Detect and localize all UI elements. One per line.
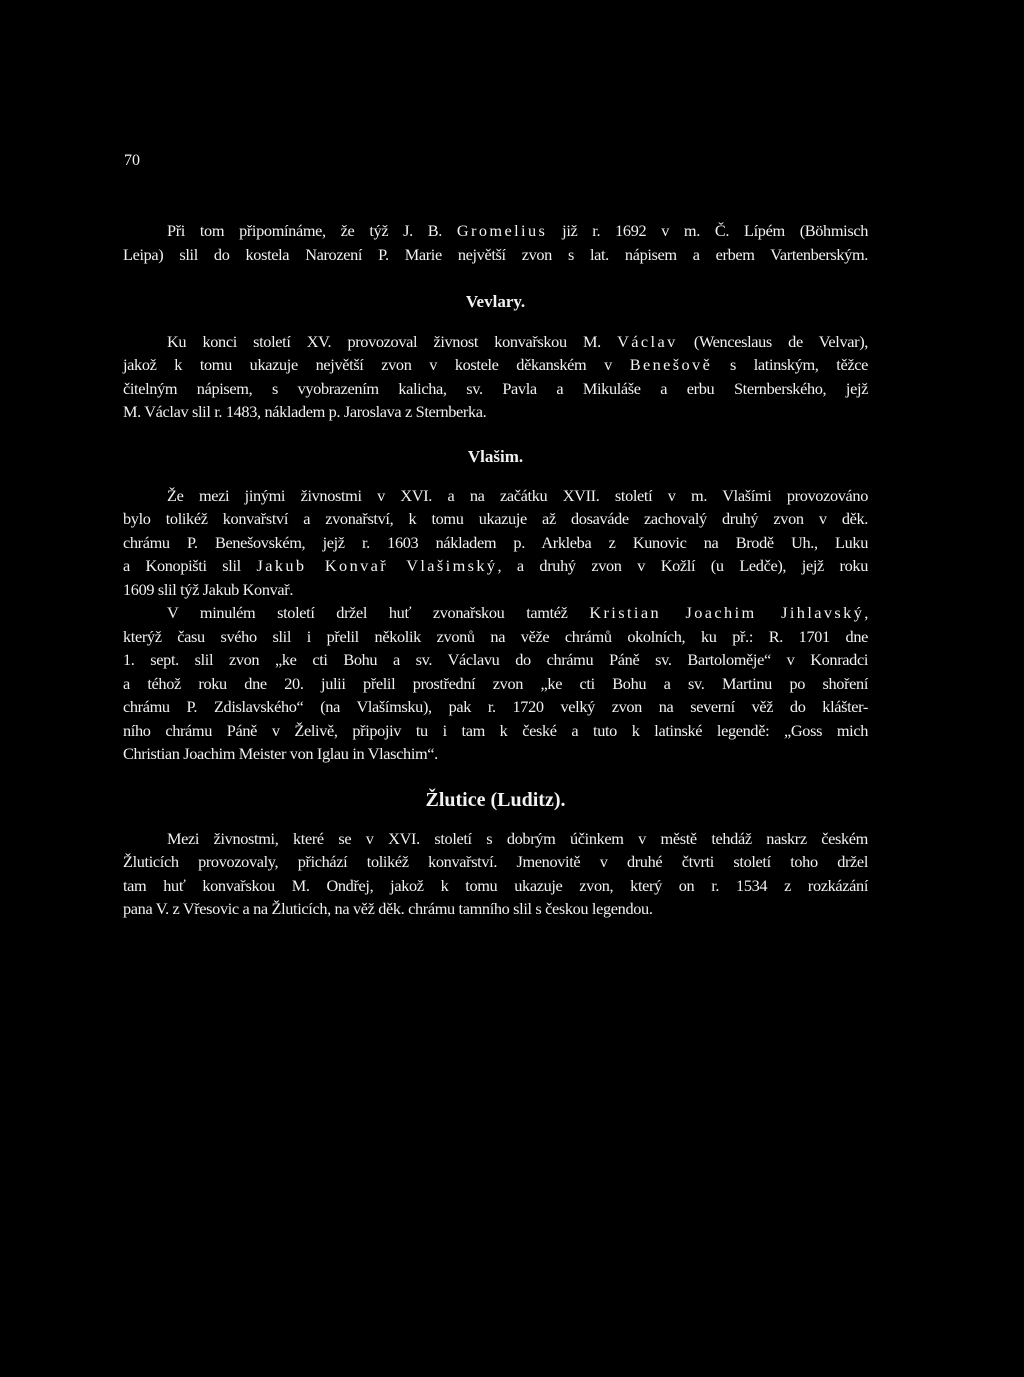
page-number: 70 [124,152,140,169]
text-line [167,221,868,241]
text-line: kterýž času svého slil i přelil několik zvonů na věže chrámů okolních, ku př.: R. 1701 dne [123,627,868,646]
text-line: ního chrámu Páně v Želivě, připojiv tu i tam k české a tuto k latinské legendě: „Goss mich [123,721,868,740]
text-line: 1. sept. slil zvon „ke cti Bohu a sv. Václavu do chrámu Páně sv. Bartoloměje“ v Konradci [123,650,868,669]
text-run: Při tom připomínáme, že týž J. B. [167,221,457,240]
text-line [123,556,868,576]
person-name: Václav [617,332,678,351]
text-line: 1609 slil týž Jakub Konvař. [123,580,294,599]
text-run: Ku konci století XV. provozoval živnost konvařskou M. [167,332,618,351]
text-line: chrámu P. Benešovském, jejž r. 1603 nákladem p. Arkleba z Kunovic na Brodě Uh., Luku [123,533,868,552]
person-name: Jakub Konvař Vlašimský [256,556,498,575]
text-run: , a druhý zvon v Kožlí (u Ledče), jejž roku [497,556,868,575]
text-run: již r. 1692 v m. Č. Lípém (Böhmisch [547,221,868,240]
text-line: Mezi živnostmi, které se v XVI. století s dobrým účinkem v městě tehdáž naskrz českém [167,829,868,848]
text-line: chrámu P. Zdislavského“ (na Vlašímsku), pak r. 1720 velký zvon na severní věž do klášter- [123,697,868,716]
text-run: a Konopišti slil [123,556,257,575]
text-line: Žluticích provozovaly, přichází tolikéž konvařství. Jmenovitě v druhé čtvrti století toho držel [123,852,868,871]
section-heading-zlutice: Žlutice (Luditz). [425,789,566,811]
text-line: M. Václav slil r. 1483, nákladem p. Jaroslava z Sternberka. [123,402,487,421]
place-name: Benešově [629,355,713,374]
section-heading-vevlary: Vevlary. [465,292,526,311]
text-line: Christian Joachim Meister von Iglau in Vlaschim“. [123,744,438,763]
text-line: bylo tolikéž konvařství a zvonařství, k tomu ukazuje až dosaváde zachovalý druhý zvon v děk. [123,509,868,528]
text-run: s latinským, těžce [712,355,868,374]
person-name: Gromelius [456,221,548,240]
text-run: V minulém století držel huť zvonařskou tamtéž [167,603,590,622]
text-line: Že mezi jinými živnostmi v XVI. a na začátku XVII. století v m. Vlašími provozováno [167,486,868,505]
text-line: Leipa) slil do kostela Narození P. Marie největší zvon s lat. nápisem a erbem Vartenberským. [123,245,868,264]
section-heading-vlasim: Vlašim. [467,447,524,466]
text-line: čitelným nápisem, s vyobrazením kalicha, sv. Pavla a Mikuláše a erbu Sternberského, jejž [123,379,868,398]
text-line: pana V. z Vřesovic a na Žluticích, na věž děk. chrámu tamního slil s českou legendou. [123,899,653,918]
text-run: jakož k tomu ukazuje největší zvon v kostele děkanském v [123,355,630,374]
text-line: a téhož roku dne 20. julii přelil prostřední zvon „ke cti Bohu a sv. Martinu po shoření [123,674,868,693]
text-line [123,355,868,375]
text-run: , [864,603,868,622]
text-line [167,603,868,623]
text-run: (Wenceslaus de Velvar), [677,332,868,351]
text-line [167,332,868,352]
person-name: Kristian Joachim Jihlavský [589,603,865,622]
text-line: tam huť konvařskou M. Ondřej, jakož k tomu ukazuje zvon, který on r. 1534 z rozkázání [123,876,868,895]
